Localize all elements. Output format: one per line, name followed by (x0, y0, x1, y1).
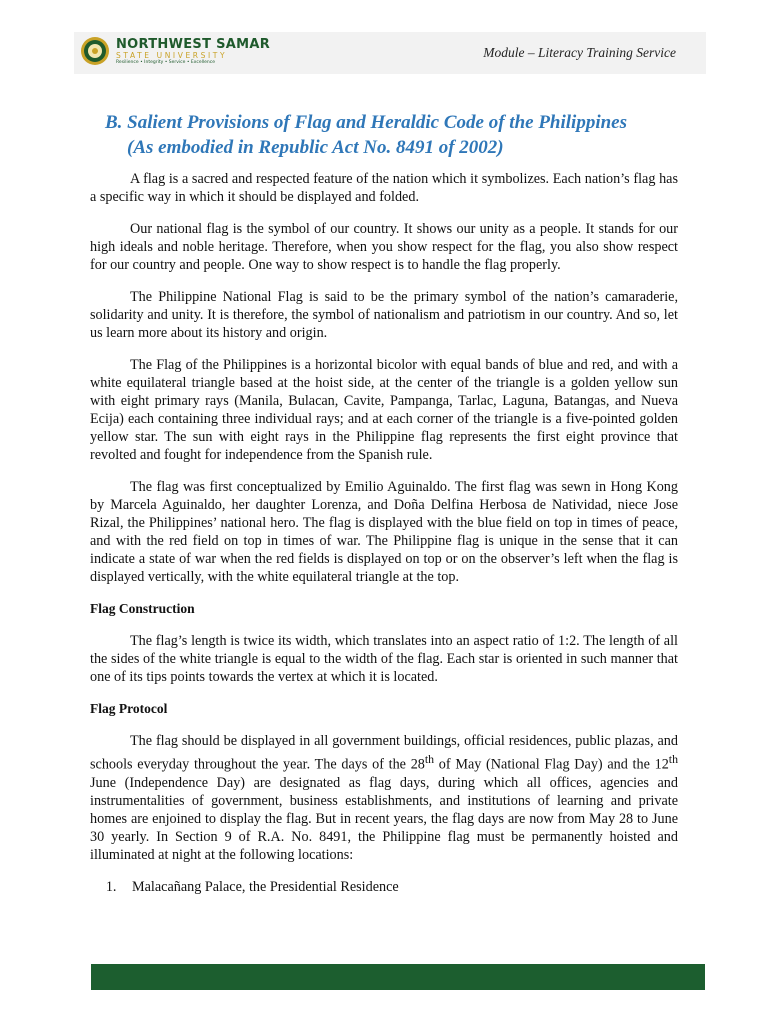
document-body (90, 170, 678, 896)
university-motto: Resilience • Integrity • Service • Excellence (116, 59, 215, 65)
university-seal-icon (80, 36, 110, 66)
footer-bar (91, 964, 705, 990)
paragraph-primary-symbol: The Philippine National Flag is said to be the primary symbol of the nation’s camaraderie, solidarity and unity. It is therefore, the symbol of nationalism and patriotism in our country. And so, let us learn more about its history and origin. (90, 289, 678, 341)
title-line-2: (As embodied in Republic Act No. 8491 of 2002) (127, 137, 504, 158)
paragraph-flag-construction: The flag’s length is twice its width, which translates into an aspect ratio of 1:2. The length of all the sides of the white triangle is equal to the width of the flag. Each star is oriented in such manner that one of its tips points towards the vertex at which it is located. (90, 633, 678, 685)
protocol-text-b: of May (National Flag Day) and the 12 (434, 756, 669, 773)
protocol-text-c: June (Independence Day) are designated as flag days, during which all offices, agencies and instrumentalities of government, business establishments, and institutions of learning and private homes are enjoined to display the flag. But in recent years, the flag days are now from May 28 to June 30 yearly. In Section 9 of R.A. No. 8491, the Philippine flag must be permanently hoisted and illuminated at night at the following locations: (90, 774, 678, 863)
section-title (105, 110, 705, 160)
heading-flag-protocol: Flag Protocol (90, 701, 168, 716)
paragraph-flag-description: The Flag of the Philippines is a horizontal bicolor with equal bands of blue and red, and with a white equilateral triangle based at the hoist side, at the center of the triangle is a golden yellow sun with eight primary rays (Manila, Bulacan, Cavite, Pampanga, Tarlac, Laguna, Batangas, and Nueva Ecija) each containing three individual rays; and at each corner of the triangle is a five-pointed golden yellow star. The sun with eight rays in the Philippine flag represents the first eight province that revolted and fought for independence from the Spanish rule. (90, 357, 678, 463)
university-name: NORTHWEST SAMAR (116, 37, 271, 52)
university-subtitle: STATE UNIVERSITY (116, 51, 228, 60)
university-logo (116, 38, 270, 65)
protocol-text-a: The flag should be displayed in all government buildings, official residences, public plazas, and schools everyday throughout the year. The days of the 28 (90, 733, 678, 773)
ordinal-suffix: th (424, 752, 435, 766)
paragraph-flag-intro: A flag is a sacred and respected feature of the nation which it symbolizes. Each nation’s flag has a specific way in which it should be displayed and folded. (90, 171, 678, 205)
ordinal-suffix: th (668, 752, 678, 766)
locations-list (90, 878, 678, 896)
list-item: 1. Malacañang Palace, the Presidential Residence (120, 878, 678, 896)
paragraph-flag-protocol (90, 732, 678, 864)
heading-flag-construction: Flag Construction (90, 601, 195, 616)
paragraph-flag-history: The flag was first conceptualized by Emilio Aguinaldo. The first flag was sewn in Hong Kong by Marcela Aguinaldo, her daughter Lorenza, and Doña Delfina Herbosa de Natividad, niece Jose Rizal, the Philippines’ national hero. The flag is displayed with the blue field on top in times of peace, and with the red field on top in times of war. The Philippine flag is unique in the sense that it can indicate a state of war when the red fields is displayed on top or on the observer’s left when the flag is displayed vertically, with the white equilateral triangle at the top. (90, 479, 678, 585)
title-line-1: B. Salient Provisions of Flag and Heraldic Code of the Philippines (105, 112, 628, 133)
paragraph-national-flag: Our national flag is the symbol of our country. It shows our unity as a people. It stands for our high ideals and noble heritage. Therefore, when you show respect for the flag, you also show respect for our country and people. One way to show respect is to handle the flag properly. (90, 221, 678, 273)
module-label: Module – Literacy Training Service (483, 45, 676, 60)
